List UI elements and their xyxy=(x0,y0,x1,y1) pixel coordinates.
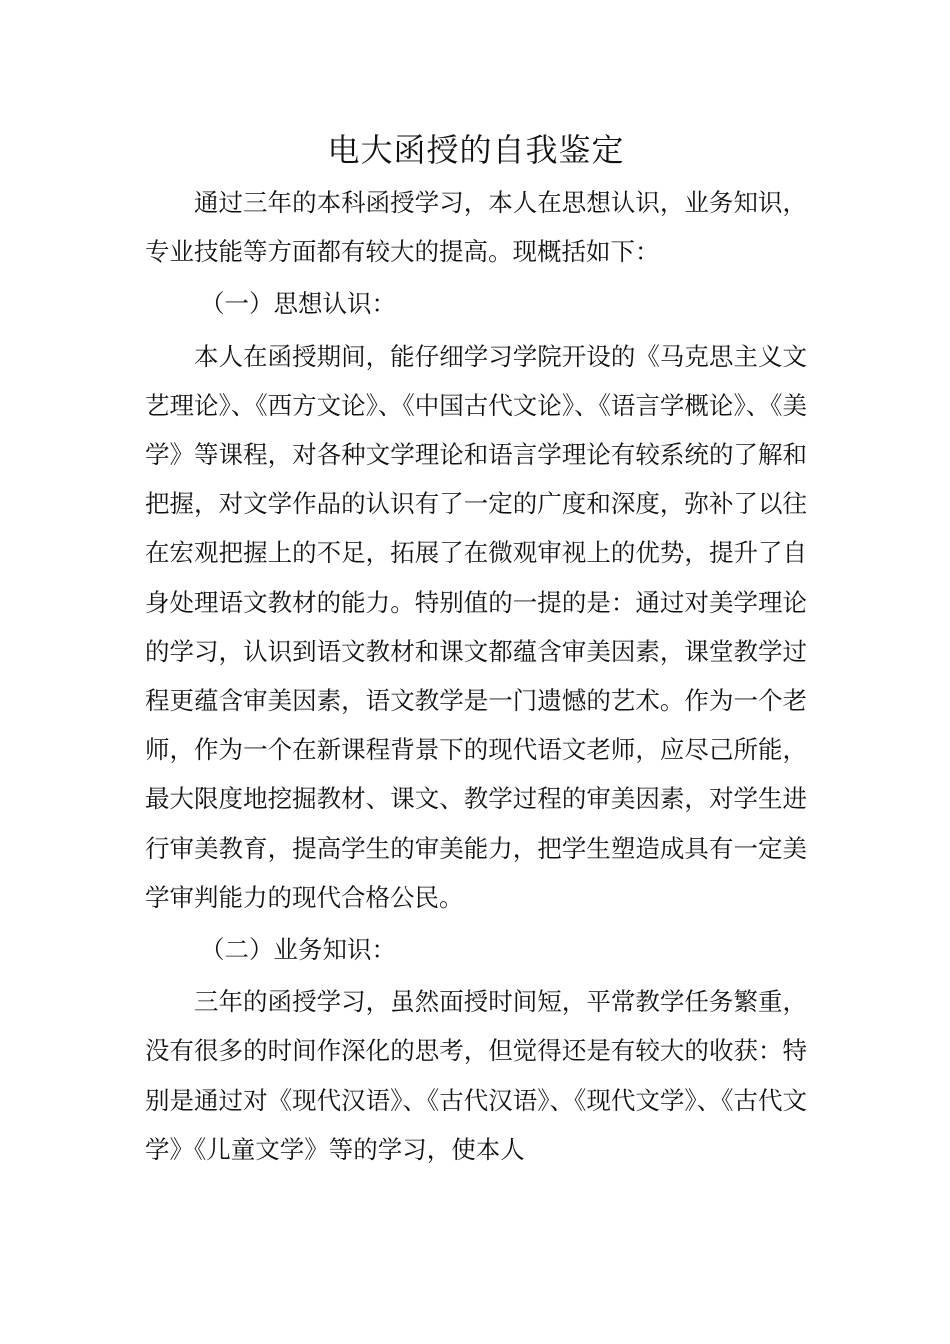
section-1-body: 本人在函授期间，能仔细学习学院开设的《马克思主义文艺理论》、《西方文论》、《中国古代文论》、《语言学概论》、《美学》等课程，对各种文学理论和语言学理论有较系统的了解和把握，对文学作品的认识有了一定的广度和深度，弥补了以往在宏观把握上的不足，拓展了在微观审视上的优势，提升了自身处理语文教材的能力。特别值的一提的是：通过对美学理论的学习，认识到语文教材和课文都蕴含审美因素，课堂教学过程更蕴含审美因素，语文教学是一门遗憾的艺术。作为一个老师，作为一个在新课程背景下的现代语文老师，应尽己所能，最大限度地挖掘教材、课文、教学过程的审美因素，对学生进行审美教育，提高学生的审美能力，把学生塑造成具有一定美学审判能力的现代合格公民。 xyxy=(145,341,807,912)
intro-paragraph: 通过三年的本科函授学习，本人在思想认识，业务知识，专业技能等方面都有较大的提高。现概括如下： xyxy=(145,188,807,267)
section-1-heading: （一）思想认识： xyxy=(200,289,396,319)
section-2-heading: （二）业务知识： xyxy=(200,935,396,965)
section-2-body: 三年的函授学习，虽然面授时间短，平常教学任务繁重，没有很多的时间作深化的思考，但觉得还是有较大的收获：特别是通过对《现代汉语》、《古代汉语》、《现代文学》、《古代文学》《儿童文学》等的学习，使本人 xyxy=(145,987,807,1164)
document-page xyxy=(145,125,807,1174)
document-title: 电大函授的自我鉴定 xyxy=(327,131,625,169)
